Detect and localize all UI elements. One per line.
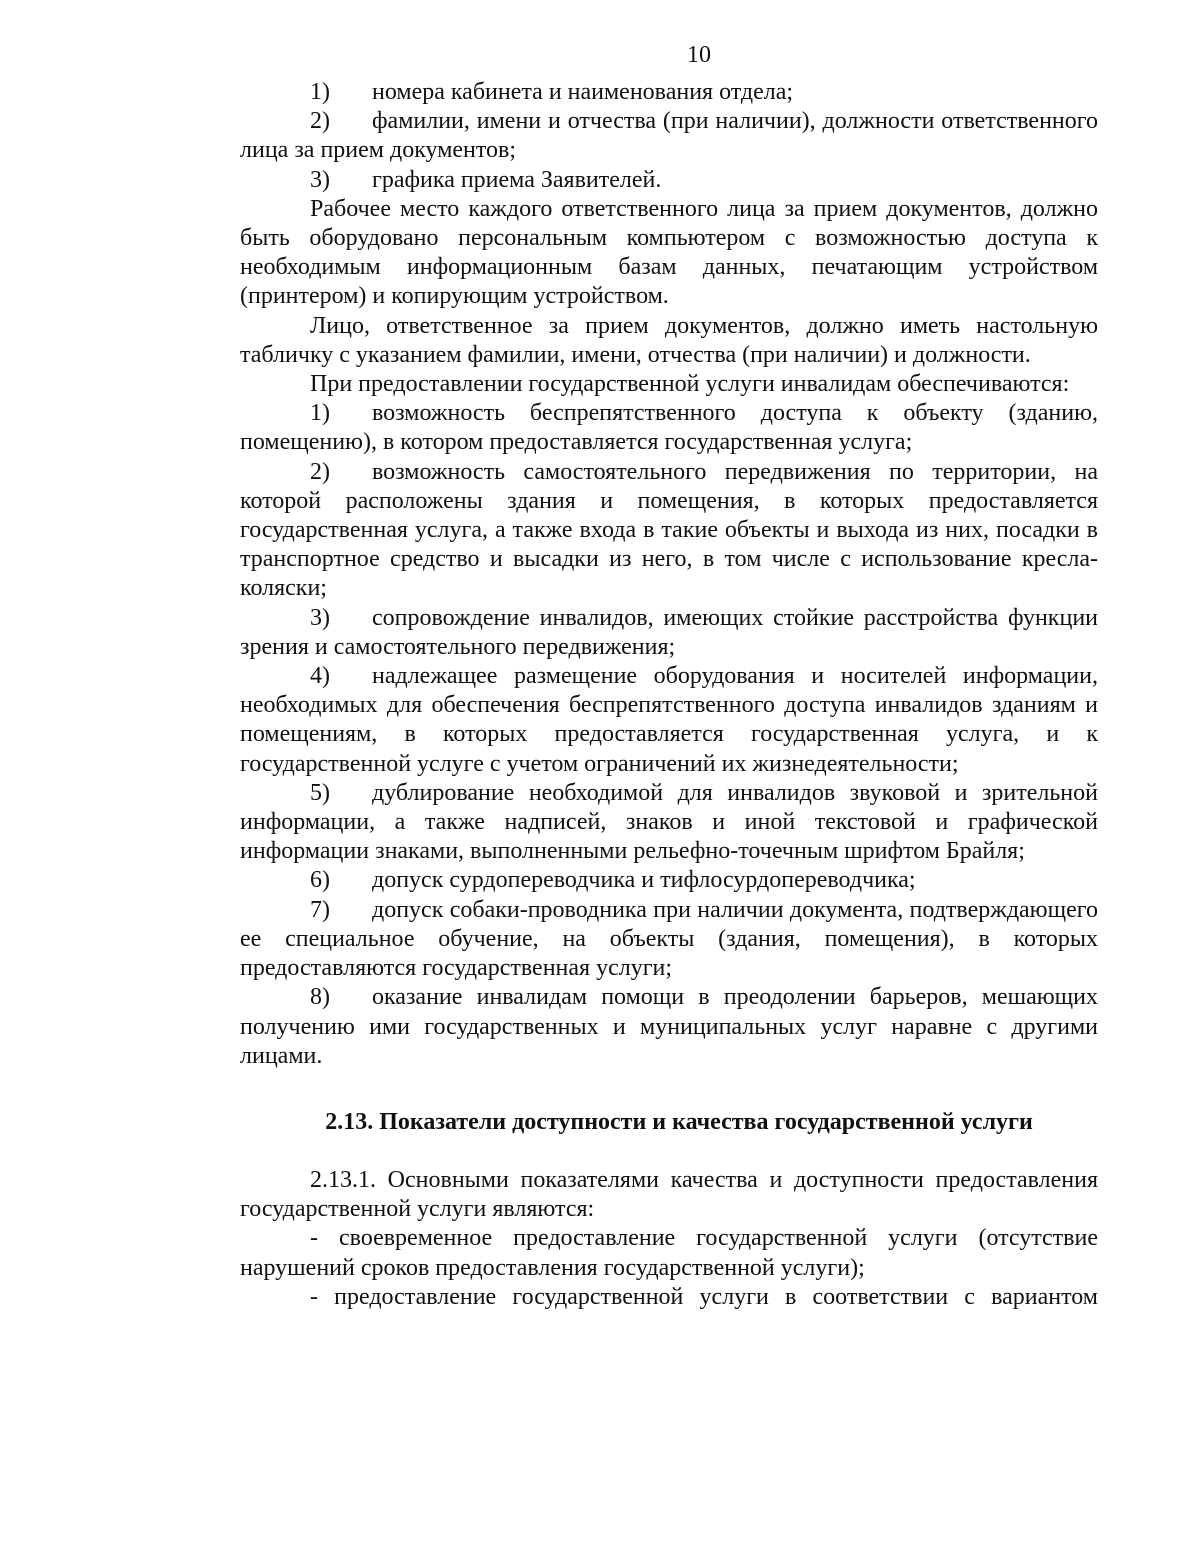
bullet-item: - своевременное предоставление государственной услуги (отсутствие нарушений сроков предоставления государственной услуги); bbox=[240, 1225, 1098, 1281]
list-item bbox=[240, 604, 1098, 662]
paragraph-sign: Лицо, ответственное за прием документов, должно иметь настольную табличку с указанием фамилии, имени, отчества (при наличии) и должности. bbox=[240, 312, 1098, 368]
paragraph-2-13-1: 2.13.1. Основными показателями качества и доступности предоставления государственной услуги являются: bbox=[240, 1166, 1098, 1223]
list-item-number: 5) bbox=[310, 779, 330, 806]
paragraph-disabled-intro: При предоставлении государственной услуги инвалидам обеспечиваются: bbox=[310, 371, 1070, 398]
list-item-number: 2) bbox=[310, 458, 330, 485]
list-item bbox=[240, 399, 1098, 457]
document-page bbox=[240, 40, 1098, 1312]
list-item-text: оказание инвалидам помощи в преодолении барьеров, мешающих получению ими государственных и муниципальных услуг наравне с другими лицами. bbox=[240, 984, 1098, 1069]
list-item bbox=[240, 78, 1098, 107]
list-item bbox=[240, 166, 1098, 195]
list-item-text: фамилии, имени и отчества (при наличии), должности ответственного лица за прием документов; bbox=[240, 108, 1098, 164]
list-item-text: возможность самостоятельного передвижения по территории, на которой расположены здания и помещения, в которых предоставляется государственная услуга, а также входа в такие объекты и выхода из них, посадки в транспортное средство и высадки из него, в том числе с использование кресла-коляски; bbox=[240, 458, 1098, 602]
list-item-number: 2) bbox=[310, 108, 330, 135]
list-item-number: 3) bbox=[310, 166, 330, 193]
list-item bbox=[240, 896, 1098, 984]
list-item-number: 6) bbox=[310, 867, 330, 894]
list-item-text: допуск сурдопереводчика и тифлосурдопереводчика; bbox=[372, 867, 916, 894]
list-item-number: 3) bbox=[310, 604, 330, 631]
list-item bbox=[240, 866, 1098, 895]
list-item-text: графика приема Заявителей. bbox=[372, 166, 662, 193]
list-item bbox=[240, 779, 1098, 867]
list-item-text: возможность беспрепятственного доступа к объекту (зданию, помещению), в котором предоставляется государственная услуга; bbox=[240, 400, 1098, 456]
list-item bbox=[240, 662, 1098, 779]
list-item-number: 1) bbox=[310, 400, 330, 427]
bullet-item: - предоставление государственной услуги в соответствии с вариантом bbox=[310, 1283, 1098, 1310]
list-item-number: 4) bbox=[310, 663, 330, 690]
paragraph-workplace: Рабочее место каждого ответственного лица за прием документов, должно быть оборудовано персональным компьютером с возможностью доступа к необходимым информационным базам данных, печатающим устройством (принтером) и копирующим устройством. bbox=[240, 195, 1098, 310]
list-item-text: допуск собаки-проводника при наличии документа, подтверждающего ее специальное обучение, на объекты (здания, помещения), в которых предоставляются государственная услуги; bbox=[240, 896, 1098, 982]
list-item-text: надлежащее размещение оборудования и носителей информации, необходимых для обеспечения беспрепятственного доступа инвалидов зданиям и помещениям, в которых предоставляется государственная услуга, и к государственной услуге с учетом ограничений их жизнедеятельности; bbox=[240, 663, 1098, 777]
list-item-number: 7) bbox=[310, 896, 330, 923]
page-number: 10 bbox=[687, 42, 711, 68]
list-item bbox=[240, 458, 1098, 604]
section-heading: 2.13. Показатели доступности и качества государственной услуги bbox=[325, 1108, 1033, 1135]
list-item bbox=[240, 983, 1098, 1071]
list-item-text: номера кабинета и наименования отдела; bbox=[372, 79, 794, 105]
list-item-text: сопровождение инвалидов, имеющих стойкие расстройства функции зрения и самостоятельного передвижения; bbox=[240, 604, 1098, 660]
list-item-text: дублирование необходимой для инвалидов звуковой и зрительной информации, а также надписей, знаков и иной текстовой и графической информации знаками, выполненными рельефно-точечным шрифтом Брайля; bbox=[240, 779, 1098, 865]
list-item-number: 1) bbox=[310, 79, 330, 105]
list-item bbox=[240, 107, 1098, 165]
list-item-number: 8) bbox=[310, 984, 330, 1011]
